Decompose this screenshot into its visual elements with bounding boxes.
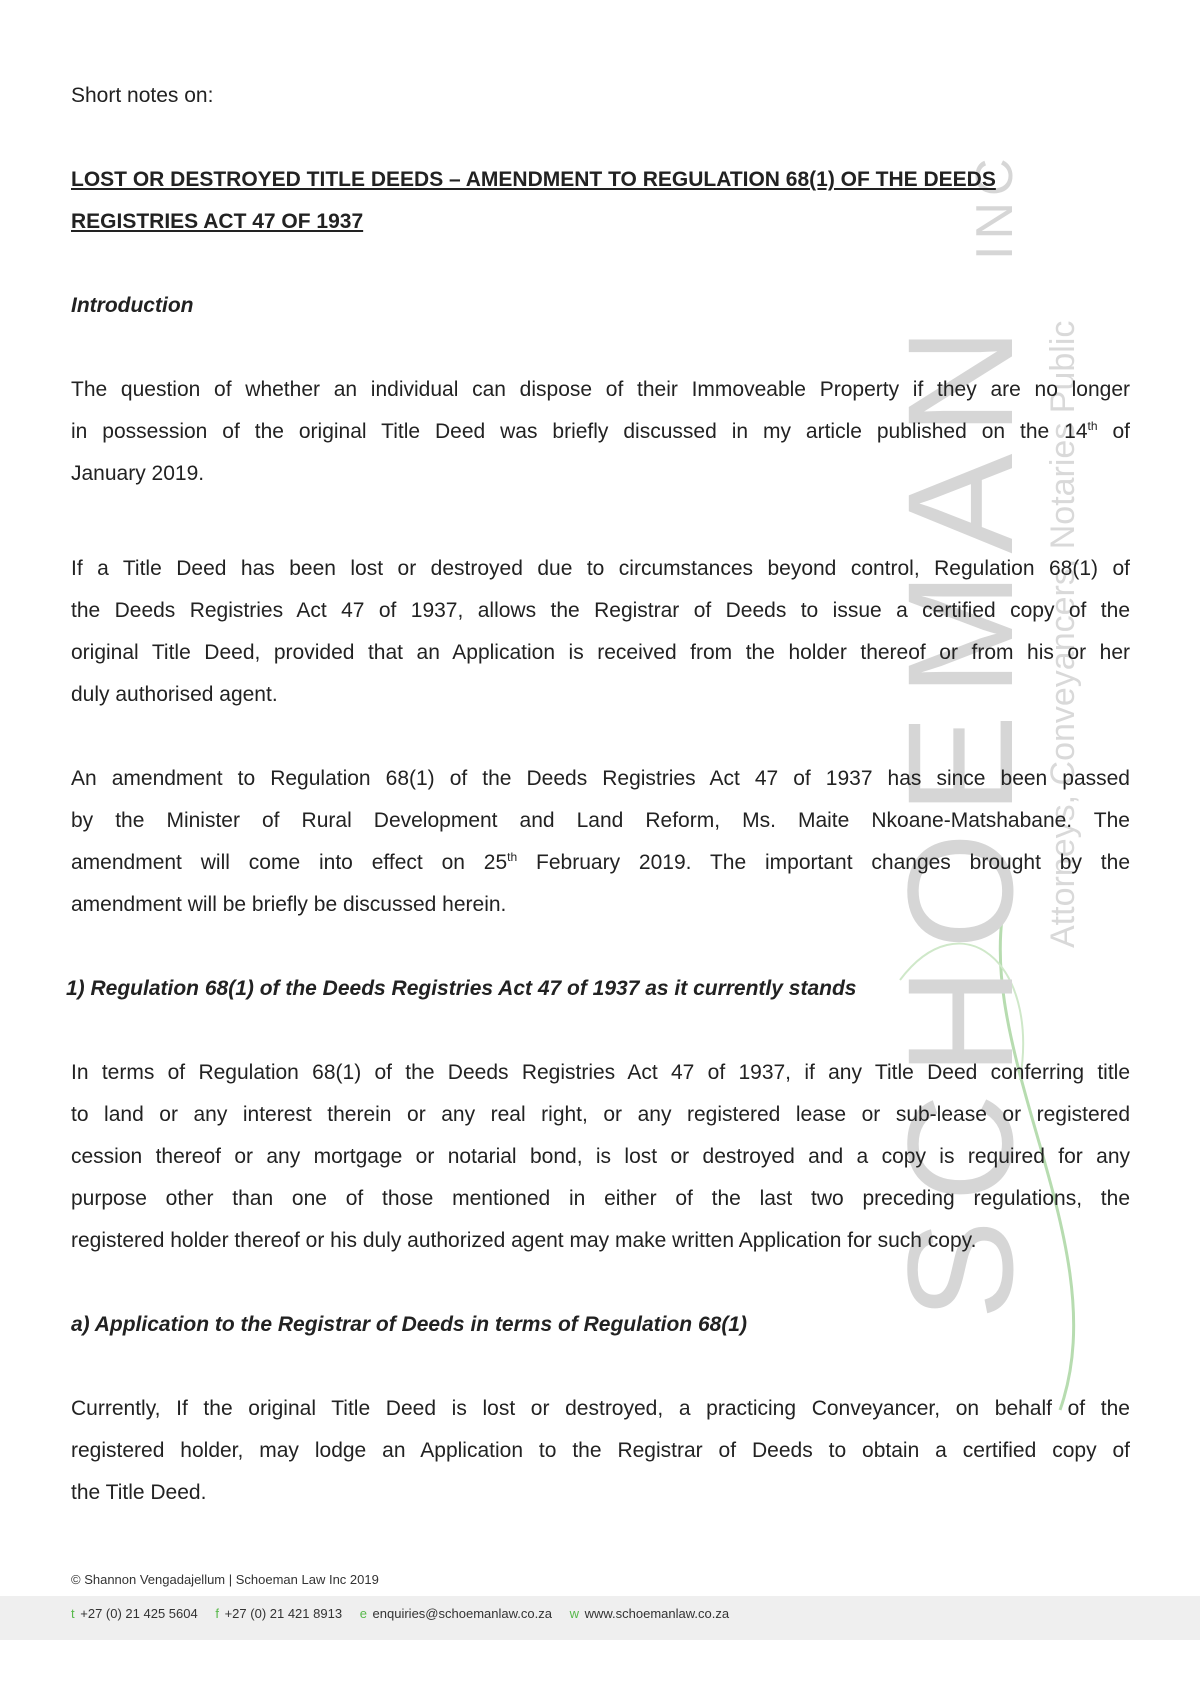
website-label: w <box>569 1606 579 1621</box>
footer-copyright: © Shannon Vengadajellum | Schoeman Law Inc 2019 <box>71 1572 379 1587</box>
para1-line <box>71 420 1130 444</box>
para2-line: If a Title Deed has been lost or destroyed due to circumstances beyond control, Regulation 68(1) of <box>71 557 1130 580</box>
intro-line: Short notes on: <box>71 84 214 107</box>
para5-line: registered holder, may lodge an Application to the Registrar of Deeds to obtain a certified copy of <box>71 1439 1130 1462</box>
document-title-line-2: REGISTRIES ACT 47 OF 1937 <box>71 210 364 233</box>
para4-line: In terms of Regulation 68(1) of the Deeds Registries Act 47 of 1937, if any Title Deed conferring title <box>71 1061 1130 1084</box>
para1-line: The question of whether an individual can dispose of their Immoveable Property if they are no longer <box>71 378 1130 401</box>
footer-fax <box>215 1606 342 1621</box>
para4-line: registered holder thereof or his duly authorized agent may make written Application for such copy. <box>71 1229 977 1252</box>
para1-text: in possession of the original Title Deed was briefly discussed in my article published on the 14 <box>71 420 1088 443</box>
para3-text: February 2019. The important changes brought by the <box>517 851 1130 874</box>
section-a-heading: a) Application to the Registrar of Deeds in terms of Regulation 68(1) <box>71 1313 747 1336</box>
para3-line: by the Minister of Rural Development and Land Reform, Ms. Maite Nkoane-Matshabane. The <box>71 809 1130 832</box>
email-label: e <box>359 1606 367 1621</box>
para5-line: the Title Deed. <box>71 1481 207 1504</box>
email-link[interactable]: enquiries@schoemanlaw.co.za <box>372 1606 552 1621</box>
para5-line: Currently, If the original Title Deed is lost or destroyed, a practicing Conveyancer, on behalf of the <box>71 1397 1130 1420</box>
watermark-swoosh-2 <box>900 944 1023 1080</box>
para2-line: the Deeds Registries Act 47 of 1937, allows the Registrar of Deeds to issue a certified copy of the <box>71 599 1130 622</box>
website-link[interactable]: www.schoemanlaw.co.za <box>584 1606 730 1621</box>
para4-line: to land or any interest therein or any real right, or any registered lease or sub-lease or registered <box>71 1103 1130 1126</box>
section-1-heading: 1) Regulation 68(1) of the Deeds Registries Act 47 of 1937 as it currently stands <box>66 977 857 1000</box>
footer-website[interactable] <box>570 1606 730 1621</box>
fax-value: +27 (0) 21 421 8913 <box>224 1606 343 1621</box>
para3-line <box>71 851 1130 875</box>
document-title-line-1: LOST OR DESTROYED TITLE DEEDS – AMENDMENT TO REGULATION 68(1) OF THE DEEDS <box>71 168 996 191</box>
para1-text: of <box>1097 420 1130 443</box>
ordinal-suffix: th <box>1087 419 1098 433</box>
para3-line: An amendment to Regulation 68(1) of the Deeds Registries Act 47 of 1937 has since been passed <box>71 767 1130 790</box>
ordinal-suffix: th <box>507 850 518 864</box>
watermark-tagline: Attorneys, Conveyancers, Notaries Public <box>1044 320 1082 948</box>
phone-label: t <box>71 1606 75 1621</box>
para3-text: amendment will come into effect on 25 <box>71 851 508 874</box>
para1-line: January 2019. <box>71 462 205 485</box>
watermark-suffix: INC <box>966 152 1024 260</box>
watermark-brand: SCHOEMAN <box>876 309 1044 1320</box>
footer-email[interactable] <box>360 1606 552 1621</box>
para3-line: amendment will be briefly be discussed herein. <box>71 893 507 916</box>
para4-line: purpose other than one of those mentioned in either of the last two preceding regulations, the <box>71 1187 1130 1210</box>
fax-label: f <box>215 1606 219 1621</box>
footer-phone <box>71 1606 198 1621</box>
phone-value: +27 (0) 21 425 5604 <box>80 1606 198 1621</box>
para4-line: cession thereof or any mortgage or notarial bond, is lost or destroyed and a copy is required for any <box>71 1145 1130 1168</box>
para2-line: original Title Deed, provided that an Application is received from the holder thereof or from his or her <box>71 641 1130 664</box>
introduction-heading: Introduction <box>71 294 194 317</box>
para2-line: duly authorised agent. <box>71 683 278 706</box>
footer-contacts <box>71 1606 743 1621</box>
